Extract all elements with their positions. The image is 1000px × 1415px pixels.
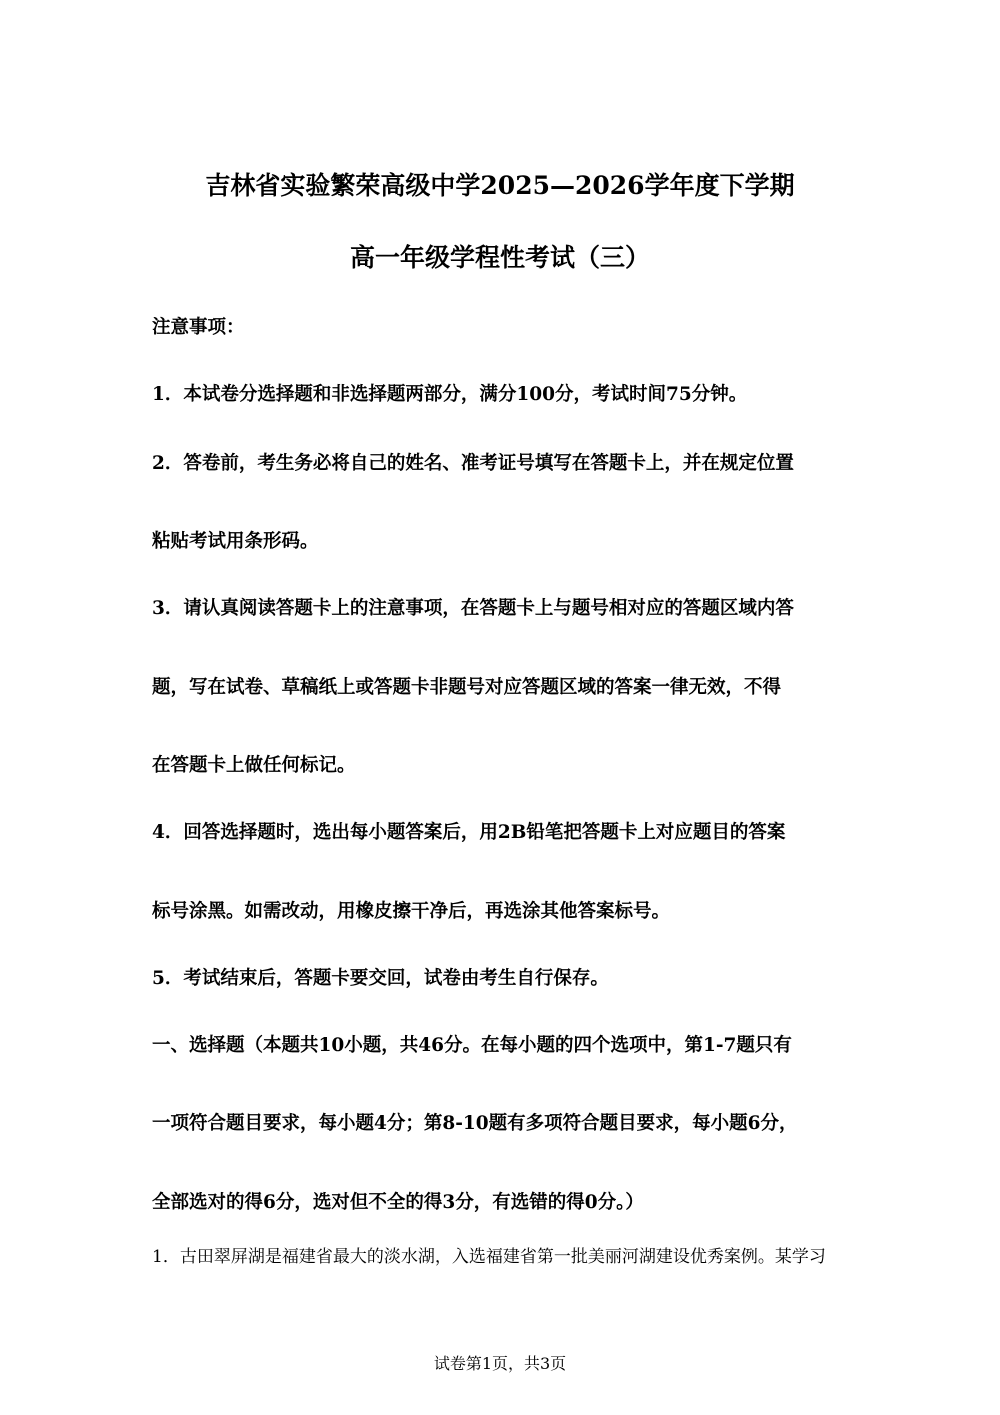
notice-line-1: 1．本试卷分选择题和非选择题两部分，满分100分，考试时间75分钟。 (152, 384, 748, 405)
page-footer: 试卷第1页，共3页 (433, 1354, 567, 1373)
section-1-heading: 一、选择题（本题共10小题，共46分。在每小题的四个选项中，第1-7题只有 (152, 1035, 792, 1056)
section-1-heading-cont1: 一项符合题目要求，每小题4分；第8-10题有多项符合题目要求，每小题6分， (152, 1113, 798, 1134)
notice-line-4: 4．回答选择题时，选出每小题答案后，用2B铅笔把答题卡上对应题目的答案 (152, 822, 786, 843)
notice-line-5: 5．考试结束后，答题卡要交回，试卷由考生自行保存。 (152, 968, 609, 989)
notice-line-3-cont1: 题，写在试卷、草稿纸上或答题卡非题号对应答题区域的答案一律无效，不得 (152, 677, 782, 698)
notice-line-4-cont: 标号涂黑。如需改动，用橡皮擦干净后，再选涂其他答案标号。 (152, 901, 671, 922)
notice-line-2: 2．答卷前，考生务必将自己的姓名、准考证号填写在答题卡上，并在规定位置 (152, 453, 794, 474)
question-1-text: 1．古田翠屏湖是福建省最大的淡水湖，入选福建省第一批美丽河湖建设优秀案例。某学习 (152, 1247, 826, 1267)
notice-line-2-cont: 粘贴考试用条形码。 (152, 531, 319, 552)
notice-line-3: 3．请认真阅读答题卡上的注意事项，在答题卡上与题号相对应的答题区域内答 (152, 598, 794, 619)
notice-heading: 注意事项： (152, 317, 245, 338)
exam-title-line1: 吉林省实验繁荣高级中学2025—2026学年度下学期 (205, 171, 795, 200)
section-1-heading-cont2: 全部选对的得6分，选对但不全的得3分，有选错的得0分。） (152, 1192, 644, 1213)
exam-title-line2: 高一年级学程性考试（三） (349, 243, 650, 272)
notice-line-3-cont2: 在答题卡上做任何标记。 (152, 755, 356, 776)
